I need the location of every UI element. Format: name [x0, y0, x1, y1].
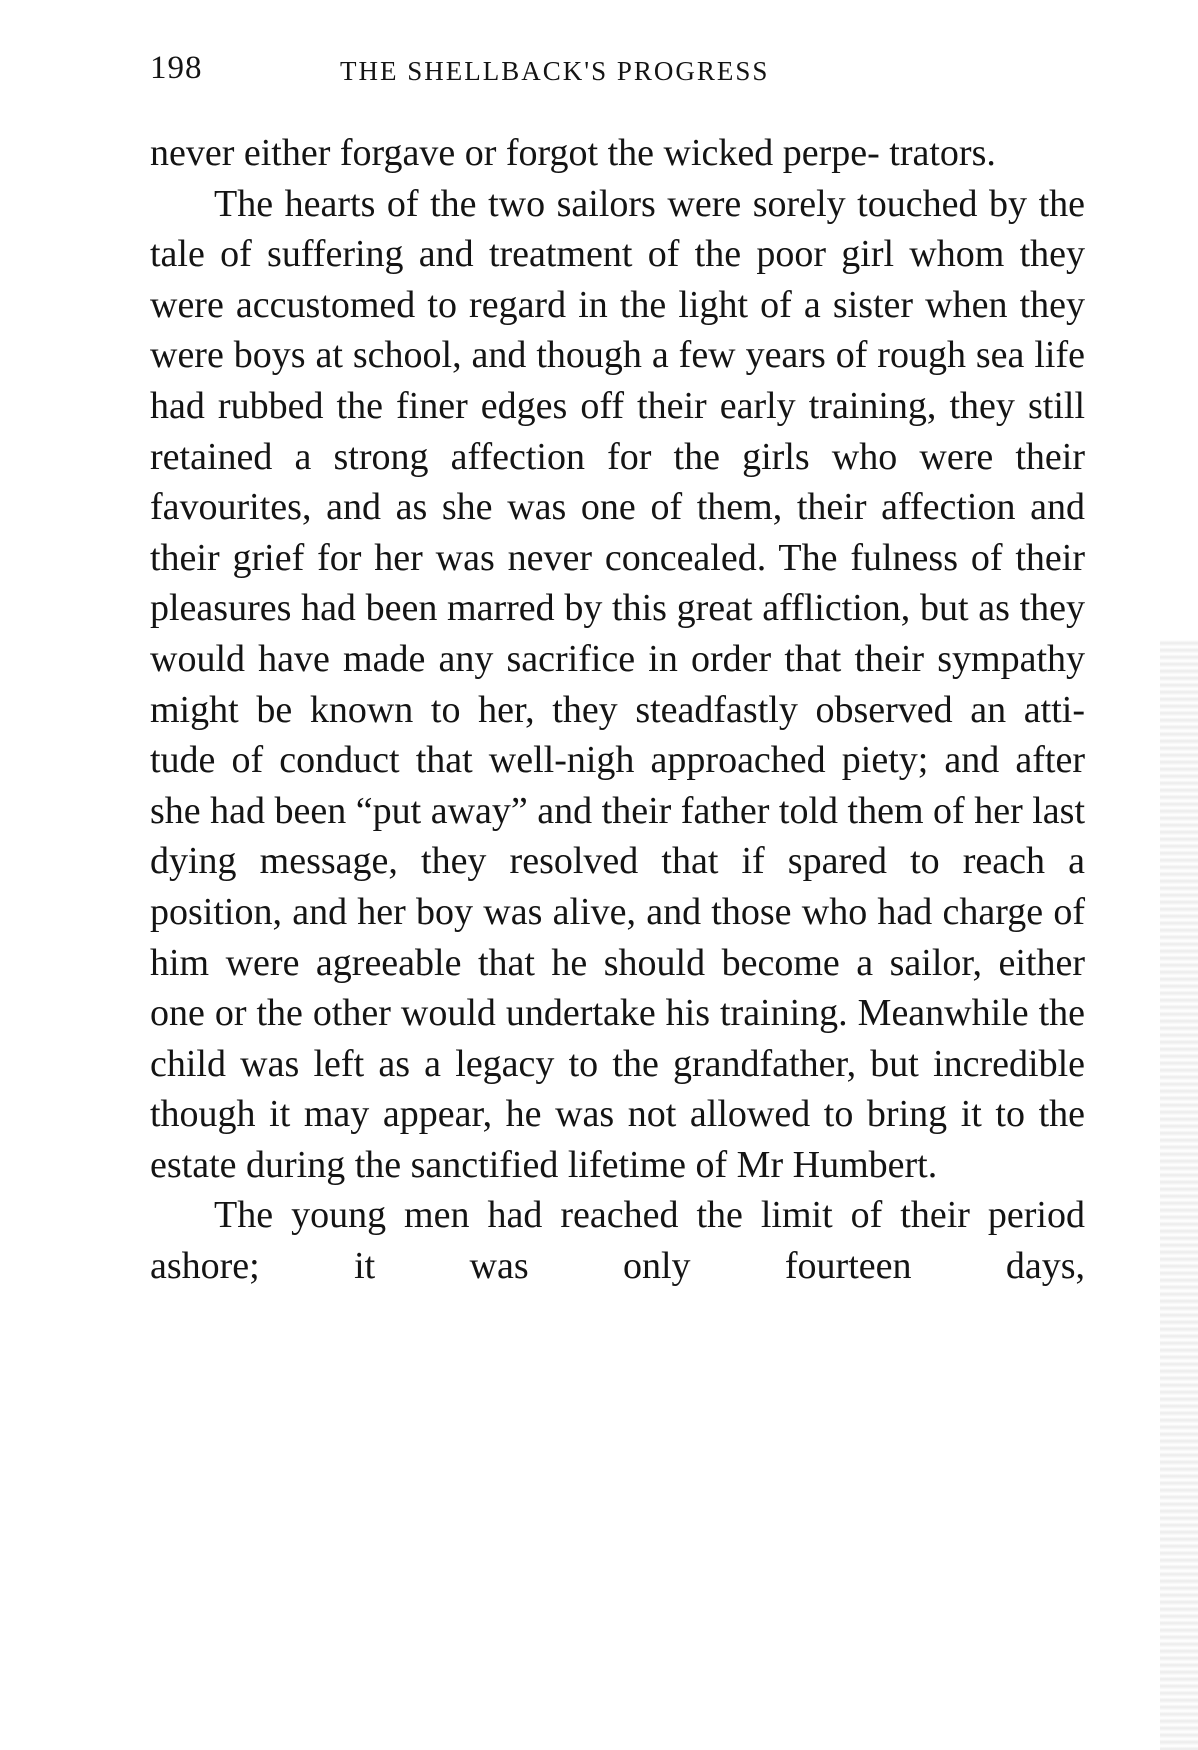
page-number: 198	[150, 50, 203, 86]
paragraph-1: never either forgave or forgot the wicked perpe- trators.	[150, 132, 996, 174]
page-header	[150, 50, 1085, 100]
running-head: THE SHELLBACK'S PROGRESS	[340, 56, 770, 86]
paragraph-2: The hearts of the two sailors were sorely touched by the tale of suffering and treatment of the poor girl whom they were accustomed to regard in the light of a sister when they were boys at school, and though a few years of rough sea life had rubbed the finer edges off their early training, they still retained a strong affection for the girls who were their favourites, and as she was one of them, their affection and their grief for her was never concealed. The fulness of their pleasures had been marred by this great affliction, but as they would have made any sacrifice in order that their sympathy might be known to her, they steadfastly observed an atti- tude of conduct that well-nigh approached piety; and after she had been “put away” and their father told them of her last dying message, they resolved that if spared to reach a position, and her boy was alive, and those who had charge of him were agreeable that he should become a sailor, either one or the other would undertake his training. Meanwhile the child was left as a legacy to the grandfather, but incredible though it may appear, he was not allowed to bring it to the estate during the sanctified lifetime of Mr Humbert.	[150, 182, 1085, 1186]
body-text	[150, 128, 1085, 1292]
paragraph-3: The young men had reached the limit of their period ashore; it was only fourteen days,	[150, 1194, 1085, 1288]
scan-margin-shadow	[1160, 640, 1198, 1750]
